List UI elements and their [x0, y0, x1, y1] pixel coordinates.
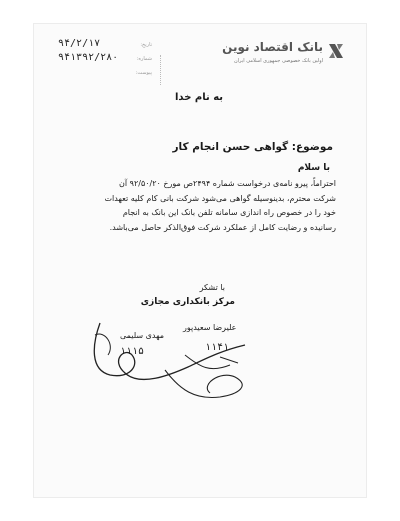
letter-body-line: خود را در خصوص راه اندازی سامانه تلفن بانک این بانک به انجام: [122, 208, 336, 217]
letter-body-line: احتراماً، پیرو نامه‌ی درخواست شماره ۲۴۹۴ص مورخ ۹۲/۵۰/۲۰ آن: [119, 179, 336, 188]
letter-body-line: شرکت محترم، بدینوسیله گواهی می‌شود شرکت بانی کام کلیه تعهدات: [104, 193, 336, 203]
meta-date: [52, 38, 152, 52]
letter-unit: مرکز بانکداری مجازی: [140, 297, 235, 307]
bank-subtitle: اولین بانک خصوصی جمهوری اسلامی ایران: [234, 58, 323, 64]
signatory-name: علیرضا سعیدپور: [183, 323, 237, 332]
signatory-number: ۱۱۴۱: [205, 342, 230, 353]
letter-closing: با تشکر: [199, 283, 225, 292]
letter-body: [56, 177, 336, 235]
meta-attachment: [52, 66, 152, 80]
meta-date-label: تاریخ:: [140, 42, 152, 48]
meta-number: [52, 52, 152, 66]
letter-meta: [52, 38, 152, 98]
letter-opening: به نام خدا: [175, 92, 224, 103]
bank-logo-icon: [327, 42, 345, 60]
meta-number-label: شماره:: [136, 56, 152, 62]
bank-logo: [222, 40, 345, 76]
letter-body-line: رسانیده و رضایت کامل از عملکرد شرکت فوق‌الذکر حاصل می‌باشد.: [109, 222, 336, 232]
bank-name: بانک اقتصاد نوین: [222, 40, 323, 54]
letter-subject: موضوع: گواهی حسن انجام کار: [172, 141, 333, 153]
meta-date-value: ۹۴/۲/۱۷: [58, 38, 101, 49]
meta-number-value: ۹۴۱۳۹۲/۲۸۰: [58, 52, 119, 63]
signatory-name: مهدی سلیمی: [120, 331, 165, 340]
signatory-number: ۱۱۱۵: [120, 346, 145, 357]
letter-greeting: با سلام: [297, 163, 330, 173]
handwritten-signature: [70, 315, 270, 405]
header-divider: [160, 55, 162, 85]
meta-attachment-label: پیوست:: [135, 70, 152, 76]
